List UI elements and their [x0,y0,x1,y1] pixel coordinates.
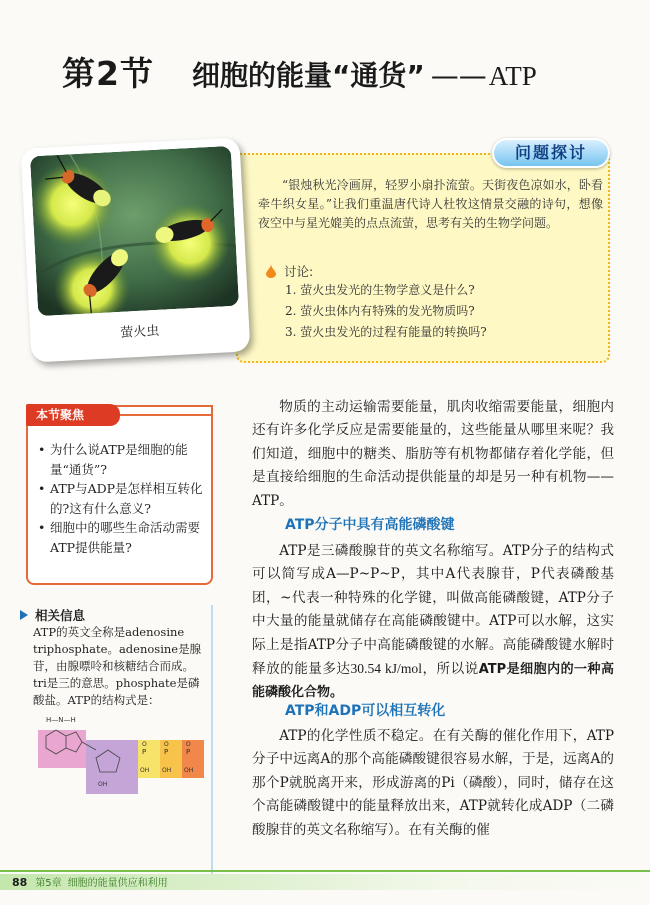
related-info-label-text: 相关信息 [35,608,86,623]
focus-item: • 为什么说ATP是细胞的能量“通货”? [38,440,208,479]
chapter-title: 细胞的能量供应和利用 [67,878,168,889]
discuss-question: 2. 萤火虫体内有特殊的发光物质吗? [285,304,475,318]
phosphate-label: P [142,748,147,756]
para-text: ，所以说 [421,661,479,678]
firefly-photo-card [21,137,251,362]
title-dash: —— [430,59,487,92]
firefly-photo [30,146,239,316]
section-paragraph-high-energy-bond [252,540,614,705]
page-number: 88 [12,876,28,889]
question-badge: 问题探讨 [492,138,610,168]
discuss-question: 3. 萤火虫发光的过程有能量的转换吗? [285,325,487,339]
hydroxyl-label: OH [162,767,172,774]
energy-value: 30.54 kJ/mol [350,661,422,677]
page-title [62,48,622,94]
para-text: ATP是三磷酸腺苷的英文名称缩写。ATP分子的结构式可以简写成A—P~P~P，其中A代表腺苷，P代表磷酸基团，~代表一种特殊的化学键，叫做高能磷酸键，ATP分子中大量的能量就储存在高能磷酸键中。ATP可以水解，这实际上是指ATP分子中高能磷酸键的水解。高能磷酸键水解时释放的能量多达 [252,543,614,678]
focus-list [38,440,208,557]
focus-header-line [118,414,213,416]
focus-item: • 细胞中的哪些生命活动需要ATP提供能量? [38,518,208,557]
hydroxyl-label: OH [140,767,150,774]
oxygen-label: O [142,741,147,748]
discuss-list [285,280,487,343]
atp-structure-diagram [38,714,208,794]
bold-conclusion: ATP是细胞内的一种高能磷酸化合物。 [252,662,615,701]
section-heading-high-energy-bond: ATP分子中具有高能磷酸键 [285,517,455,533]
footer-bar [0,870,650,872]
hydroxyl-label: OH [184,767,194,774]
discuss-label-text: 讨论: [284,264,314,279]
poem-text: “银烛秋光冷画屏，轻罗小扇扑流萤。天街夜色凉如水，卧看牵牛织女星。”让我们重温唐代诗人杜牧这情景交融的诗句，想像夜空中与星光媲美的点点流萤，思考有关的生物学问题。 [258,178,603,230]
oxygen-label: O [186,741,191,748]
discuss-question: 1. 萤火虫发光的生物学意义是什么? [285,283,475,297]
section-heading-atp-adp: ATP和ADP可以相互转化 [285,703,446,719]
footer [12,874,168,889]
hydroxyl-label: OH [98,781,108,788]
title-atp: ATP [488,61,537,91]
chapter-label: 第5章 [35,878,62,889]
phosphate-label: P [164,748,169,756]
oxygen-label: O [164,741,169,748]
structure-nh-label: H—N—H [46,716,76,724]
section-title: 细胞的能量“通货” [191,59,425,92]
phosphate-label: P [186,748,191,756]
drop-icon [266,264,276,278]
related-info-text: ATP的英文全称是adenosine triphosphate。adenosine是腺苷，由腺嘌呤和核糖结合而成。tri是三的意思。phosphate是磷酸盐。ATP的结构式是： [33,625,202,707]
focus-item: • ATP与ADP是怎样相互转化的?这有什么意义? [38,479,208,518]
section-paragraph-atp-adp: ATP的化学性质不稳定。在有关酶的催化作用下，ATP分子中远离A的那个高能磷酸键很容易水解，于是，远离A的那个P就脱离开来，形成游离的Pi（磷酸），同时，储存在这个高能磷酸键中的能量释放出来，ATP就转化成ADP（二磷酸腺苷的英文名称缩写）。在有关酶的催 [252,728,614,838]
photo-caption: 萤火虫 [119,323,160,341]
section-number: 第2节 [62,54,154,93]
intro-paragraph: 物质的主动运输需要能量，肌肉收缩需要能量，细胞内还有许多化学反应是需要能量的，这些能量从哪里来呢？我们知道，细胞中的糖类、脂肪等有机物都储存着化学能，但是直接给细胞的生命活动提供能量的却是另一种有机物——ATP。 [252,399,614,509]
focus-header: 本节聚焦 [26,404,120,426]
discuss-label [266,262,313,280]
related-info-label [20,606,85,624]
triangle-icon [20,610,28,620]
